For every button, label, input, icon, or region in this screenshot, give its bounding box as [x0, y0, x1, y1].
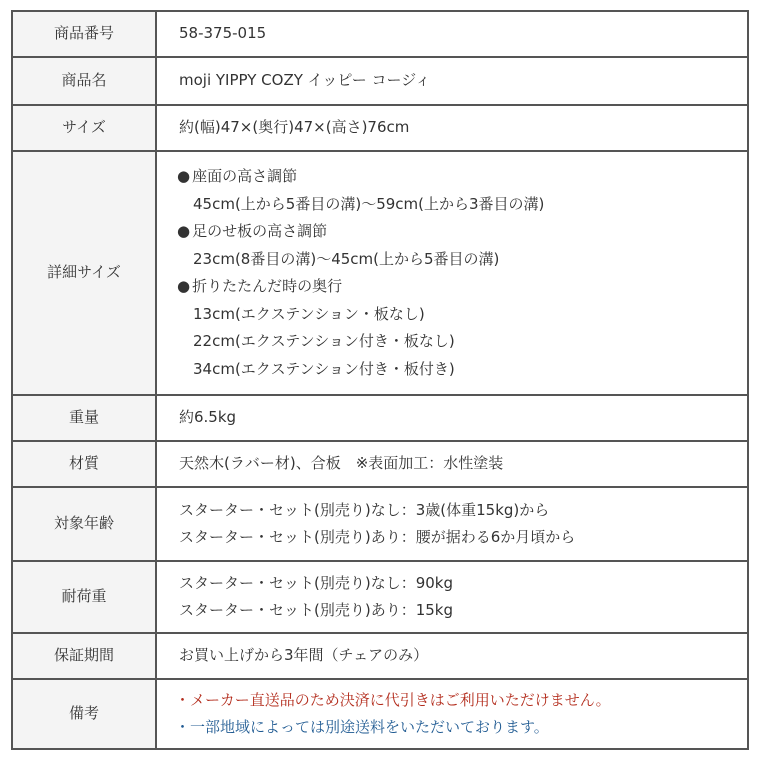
product-number-value [156, 11, 748, 57]
remark-cod-note: ・メーカー直送品のため決済に代引きはご利用いただけません。 [175, 690, 611, 709]
row-label-material: 材質 [12, 441, 156, 487]
row-label-product-number: 商品番号 [12, 11, 156, 57]
row-label-warranty: 保証期間 [12, 633, 156, 679]
product-name-value [156, 57, 748, 105]
warranty-value [156, 633, 748, 679]
row-label-weight: 重量 [12, 395, 156, 441]
table-row [12, 633, 748, 679]
table-row [12, 151, 748, 395]
value-line: moji YIPPY COZY イッピー コージィ [179, 71, 431, 90]
bullet-icon: ● [177, 222, 191, 240]
table-row [12, 487, 748, 561]
row-label-load-capacity: 耐荷重 [12, 561, 156, 633]
value-line: 約(幅)47×(奥行)47×(高さ)76cm [179, 118, 410, 137]
row-label-target-age: 対象年齢 [12, 487, 156, 561]
table-row [12, 11, 748, 57]
value-line: スターター・セット(別売り)あり：腰が据わる6か月頃から [179, 528, 576, 546]
value-line: 58-375-015 [179, 24, 267, 43]
detail-item: 23cm(8番目の溝)～45cm(上から5番目の溝) [193, 249, 500, 268]
value-line: スターター・セット(別売り)なし：90kg [179, 573, 454, 592]
value-line: スターター・セット(別売り)あり：15kg [179, 601, 454, 619]
value-line: スターター・セット(別売り)なし：3歳(体重15kg)から [179, 500, 550, 519]
row-label-product-name: 商品名 [12, 57, 156, 105]
table-row [12, 105, 748, 151]
row-label-detail-size: 詳細サイズ [12, 151, 156, 395]
bullet-icon: ● [177, 277, 191, 295]
detail-item: 34cm(エクステンション付き・板付き) [193, 359, 455, 378]
detail-item: 22cm(エクステンション付き・板なし) [193, 332, 455, 350]
product-spec-table [11, 10, 749, 750]
remarks-value [156, 679, 748, 749]
table-row [12, 57, 748, 105]
value-line: 約6.5kg [179, 408, 237, 427]
target-age-value [156, 487, 748, 561]
detail-size-value [156, 151, 748, 395]
load-capacity-value [156, 561, 748, 633]
detail-heading: ● 座面の高さ調節 [177, 167, 298, 185]
row-label-remarks: 備考 [12, 679, 156, 749]
detail-heading: ● 折りたたんだ時の奥行 [177, 277, 343, 295]
row-label-size: サイズ [12, 105, 156, 151]
table-row [12, 561, 748, 633]
value-line: お買い上げから3年間（チェアのみ） [179, 646, 429, 665]
table-row [12, 441, 748, 487]
bullet-icon: ● [177, 167, 191, 185]
detail-item: 13cm(エクステンション・板なし) [193, 304, 425, 323]
value-line: 天然木(ラバー材)、合板 ※表面加工：水性塗装 [179, 454, 504, 473]
material-value [156, 441, 748, 487]
remark-shipping-note: ・一部地域によっては別途送料をいただいております。 [175, 718, 549, 736]
table-row [12, 679, 748, 749]
size-value [156, 105, 748, 151]
table-row [12, 395, 748, 441]
weight-value [156, 395, 748, 441]
detail-item: 45cm(上から5番目の溝)～59cm(上から3番目の溝) [193, 194, 545, 213]
detail-heading: ● 足のせ板の高さ調節 [177, 222, 328, 240]
